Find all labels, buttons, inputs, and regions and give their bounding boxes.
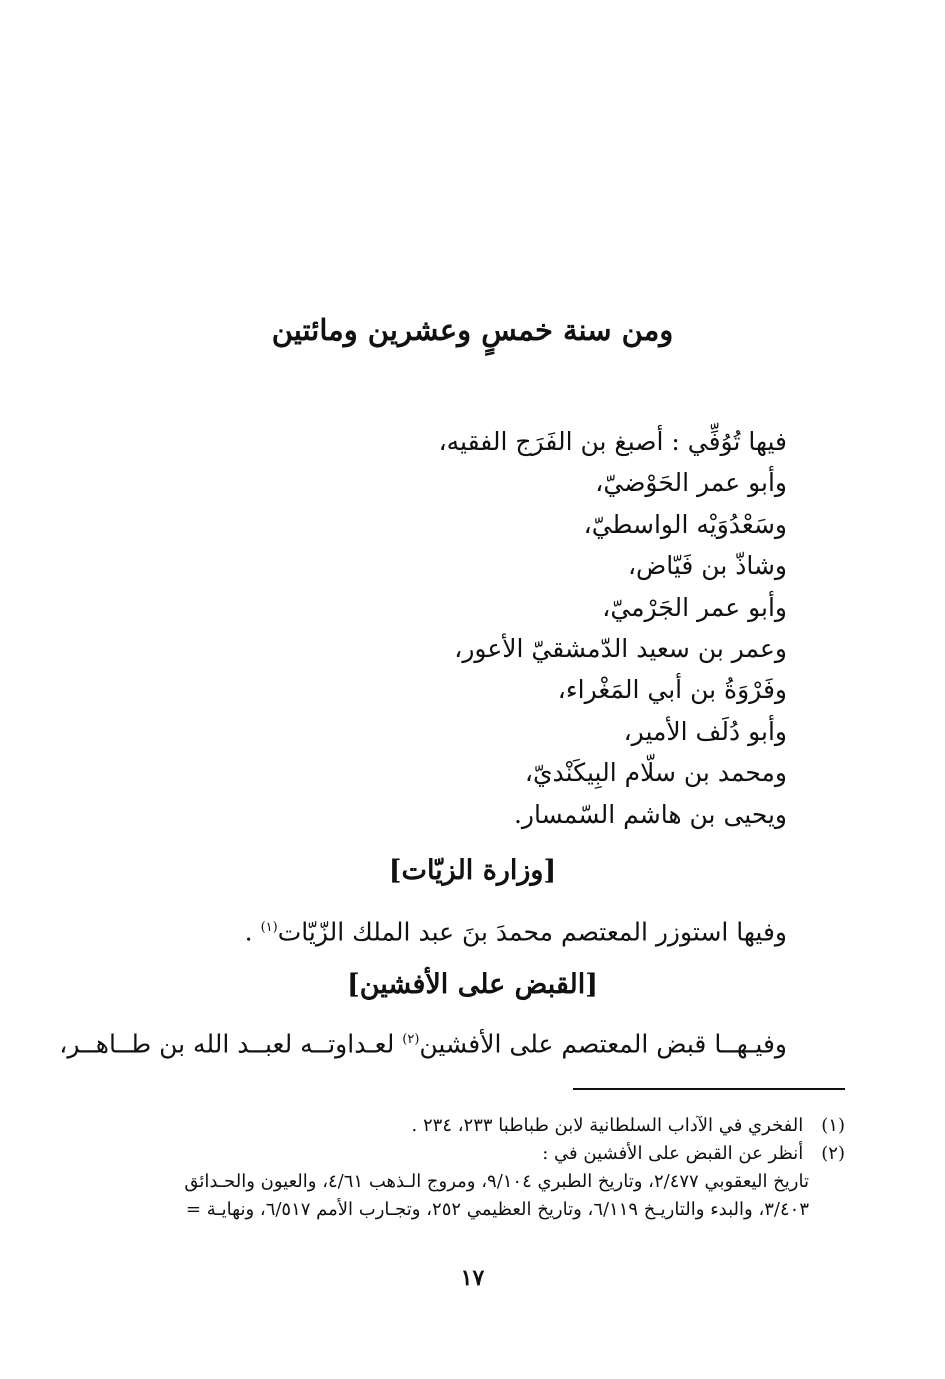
paragraph-afshin: [59, 1018, 787, 1066]
footnote-number: (٢): [821, 1143, 845, 1164]
deaths-list: [227, 421, 787, 835]
list-item: وأبو عمر الجَرْميّ،: [602, 592, 787, 622]
footnote-separator: [573, 1088, 845, 1090]
footnote-text: الفخري في الآداب السلطانية لابن طباطبا ٢٣٣، ٢٣٤ .: [411, 1115, 804, 1136]
footnote-number: (١): [821, 1115, 845, 1136]
footnote-1: [100, 1112, 845, 1140]
paragraph-text: وفيـهــا قبض المعتصم على الأفشين: [419, 1029, 787, 1059]
footnotes: [100, 1112, 845, 1224]
footnote-text-line: تاريخ اليعقوبي ٢/٤٧٧، وتاريخ الطبري ٩/١٠٤، ومروج الـذهب ٤/٦١، والعيون والحـدائق: [184, 1171, 809, 1192]
list-item: فيها تُوُفِّي : أصبغ بن الفَرَج الفقيه،: [438, 427, 787, 456]
list-item: وأبو دُلَف الأمير،: [623, 716, 787, 746]
list-item: وسَعْدُوَيْه الواسطيّ،: [583, 509, 787, 539]
paragraph-end: .: [244, 917, 261, 947]
chapter-title: ومن سنة خمسٍ وعشرين ومائتين: [271, 313, 674, 347]
section-heading-zayyat: [وزارة الزيّات]: [388, 855, 557, 886]
footnote-text: أنظر عن القبض على الأفشين في :: [542, 1143, 804, 1164]
footnote-ref-2[interactable]: (٢): [402, 1032, 420, 1047]
footnote-ref-1[interactable]: (١): [260, 920, 278, 935]
list-item: وشاذّ بن فَيّاض،: [627, 551, 787, 581]
footnote-2: [100, 1140, 845, 1168]
paragraph-zayyat: [107, 906, 787, 954]
page-number: ١٧: [460, 1265, 485, 1291]
list-item: وفَرْوَةُ بن أبي المَغْراء،: [557, 675, 787, 705]
list-item: ومحمد بن سلّام البِيكَنْديّ،: [524, 758, 787, 788]
footnote-text-line: ٣/٤٠٣، والبدء والتاريـخ ٦/١١٩، وتاريخ العظيمي ٢٥٢، وتجـارب الأمم ٦/٥١٧، ونهايـة =: [185, 1199, 809, 1220]
paragraph-text: وفيها استوزر المعتصم محمدَ بنَ عبد الملك الزّيّات: [277, 917, 787, 947]
list-item: وعمر بن سعيد الدّمشقيّ الأعور،: [454, 634, 787, 664]
paragraph-text-cont: لعـداوتــه لعبــد الله بن طــاهــر،: [59, 1029, 403, 1059]
list-item: وأبو عمر الحَوْضيّ،: [595, 468, 787, 498]
section-heading-afshin: [القبض على الأفشين]: [346, 969, 599, 1000]
list-item: ويحيى بن هاشم السّمسار.: [513, 799, 787, 829]
